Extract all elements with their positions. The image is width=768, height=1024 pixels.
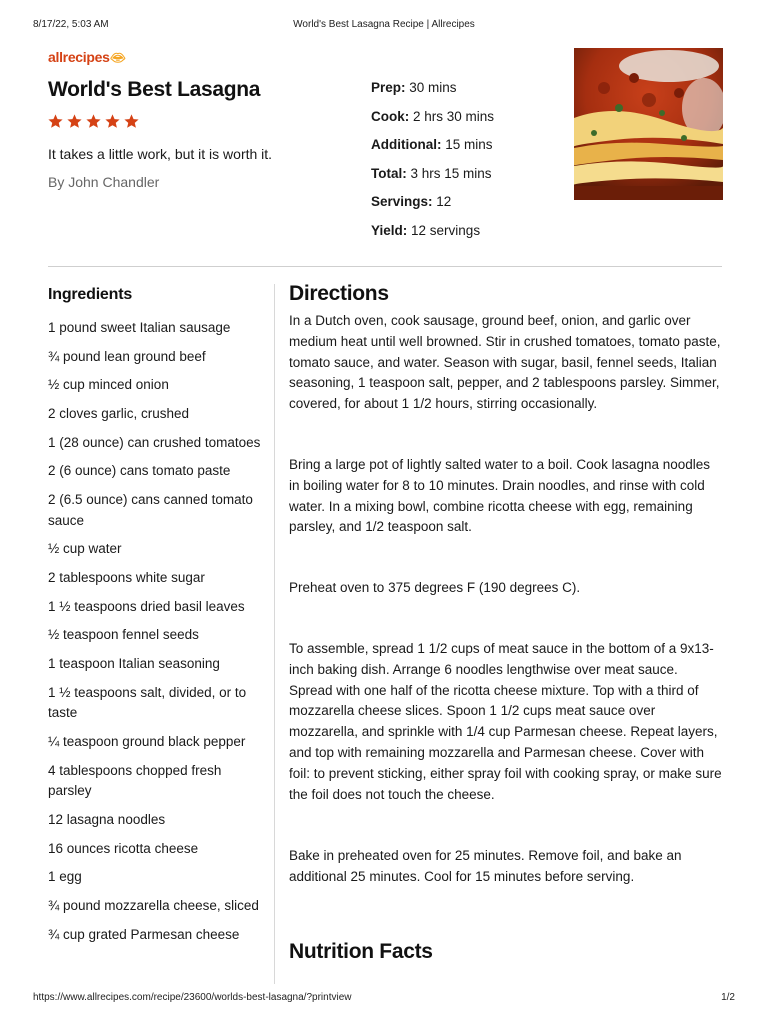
ingredient-item: 16 ounces ricotta cheese	[48, 840, 199, 856]
time-cook	[371, 109, 571, 138]
ingredient-item: 2 (6 ounce) cans tomato paste	[48, 463, 231, 479]
ingredient-item: 1 teaspoon Italian seasoning	[48, 656, 220, 672]
time-label: Cook:	[371, 108, 410, 124]
logo-mark-icon: 👄︎	[109, 50, 126, 65]
print-page-number: 1/2	[721, 992, 735, 1003]
ingredient-item: ¾ pound lean ground beef	[48, 348, 206, 364]
time-yield	[371, 223, 571, 252]
print-header	[33, 19, 735, 33]
ingredient-item: ¾ cup grated Parmesan cheese	[48, 926, 240, 942]
allrecipes-logo[interactable]	[48, 49, 126, 66]
ingredient-item: 2 (6.5 ounce) cans canned tomato sauce	[48, 492, 253, 528]
ingredient-item: ½ cup minced onion	[48, 377, 169, 393]
star-icon	[47, 113, 64, 130]
time-label: Total:	[371, 165, 407, 181]
ingredient-item: 1 pound sweet Italian sausage	[48, 320, 231, 335]
header-divider	[48, 266, 722, 267]
ingredient-item: 1 egg	[48, 869, 82, 885]
ingredients-heading: Ingredients	[48, 286, 133, 303]
star-icon	[66, 113, 83, 130]
ingredient-item: ½ cup water	[48, 541, 122, 557]
ingredient-item: 12 lasagna noodles	[48, 811, 166, 827]
time-value: 12 servings	[411, 222, 481, 238]
recipe-author: By John Chandler	[48, 174, 160, 190]
nutrition-heading: Nutrition Facts	[289, 940, 433, 963]
column-divider	[274, 284, 275, 984]
direction-step: Bring a large pot of lightly salted water to a boil. Cook lasagna noodles in boiling water for 8 to 10 minutes. Drain noodles, and rinse with cold water. In a mixing bowl, combine ricotta cheese with egg, remaining parsley, and 1/2 teaspoon salt.	[289, 457, 711, 535]
recipe-title: World's Best Lasagna	[48, 78, 261, 101]
direction-step: Bake in preheated oven for 25 minutes. Remove foil, and bake an additional 25 minutes. Cool for 15 minutes before serving.	[289, 848, 682, 884]
time-label: Servings:	[371, 194, 433, 210]
time-value: 15 mins	[445, 137, 493, 153]
directions-heading: Directions	[289, 282, 389, 305]
rating-stars	[47, 113, 140, 130]
time-servings	[371, 194, 571, 223]
ingredient-item: 1 ½ teaspoons salt, divided, or to taste	[48, 684, 247, 721]
star-icon	[104, 113, 121, 130]
star-icon	[123, 113, 140, 130]
time-value: 2 hrs 30 mins	[413, 108, 495, 124]
print-datetime: 8/17/22, 5:03 AM	[33, 19, 109, 30]
ingredient-item: 4 tablespoons chopped fresh parsley	[48, 762, 222, 799]
time-value: 30 mins	[409, 80, 457, 95]
ingredient-item: 1 (28 ounce) can crushed tomatoes	[48, 434, 261, 450]
direction-step: To assemble, spread 1 1/2 cups of meat sauce in the bottom of a 9x13-inch baking dish. Arrange 6 noodles lengthwise over meat sauce. Spread with one half of the ricotta cheese mixture. Top with a third of mozzarella cheese slices. Spoon 1 1/2 cups meat sauce over mozzarella, and sprinkle with 1/4 cup Parmesan cheese. Repeat layers, and top with remaining mozzarella and Parmesan cheese. Cover with foil: to prevent sticking, either spray foil with cooking spray, or make sure the foil does not touch the cheese.	[289, 641, 722, 802]
time-prep	[371, 80, 571, 109]
print-page-title: World's Best Lasagna Recipe | Allrecipes	[293, 19, 475, 30]
logo-text: allrecipes	[48, 49, 110, 65]
time-total	[371, 166, 571, 195]
star-icon	[85, 113, 102, 130]
ingredients-list	[48, 318, 263, 953]
direction-step: Preheat oven to 375 degrees F (190 degrees C).	[289, 580, 581, 595]
ingredient-item: ½ teaspoon fennel seeds	[48, 627, 199, 643]
ingredient-item: 2 cloves garlic, crushed	[48, 406, 190, 422]
direction-step: In a Dutch oven, cook sausage, ground beef, onion, and garlic over medium heat until well browned. Stir in crushed tomatoes, tomato paste, tomato sauce, and water. Season with sugar, basil, fennel seeds, Italian seasoning, 1 teaspoon salt, pepper, and 2 tablespoons parsley. Simmer, covered, for about 1 1/2 hours, stirring occasionally.	[289, 313, 721, 412]
recipe-photo	[574, 48, 723, 200]
print-footer	[33, 992, 735, 1006]
ingredient-item: ¾ pound mozzarella cheese, sliced	[48, 897, 259, 913]
ingredient-item: 2 tablespoons white sugar	[48, 570, 205, 585]
recipe-summary: It takes a little work, but it is worth it.	[48, 146, 273, 162]
ingredient-item: 1 ½ teaspoons dried basil leaves	[48, 598, 245, 614]
time-label: Yield:	[371, 222, 408, 238]
time-label: Additional:	[371, 137, 442, 153]
time-value: 3 hrs 15 mins	[410, 165, 492, 181]
time-label: Prep:	[371, 80, 406, 95]
time-additional	[371, 137, 571, 166]
ingredient-item: ¼ teaspoon ground black pepper	[48, 733, 246, 749]
time-value: 12	[436, 194, 452, 210]
recipe-times	[371, 80, 571, 252]
print-url: https://www.allrecipes.com/recipe/23600/worlds-best-lasagna/?printview	[33, 992, 352, 1003]
